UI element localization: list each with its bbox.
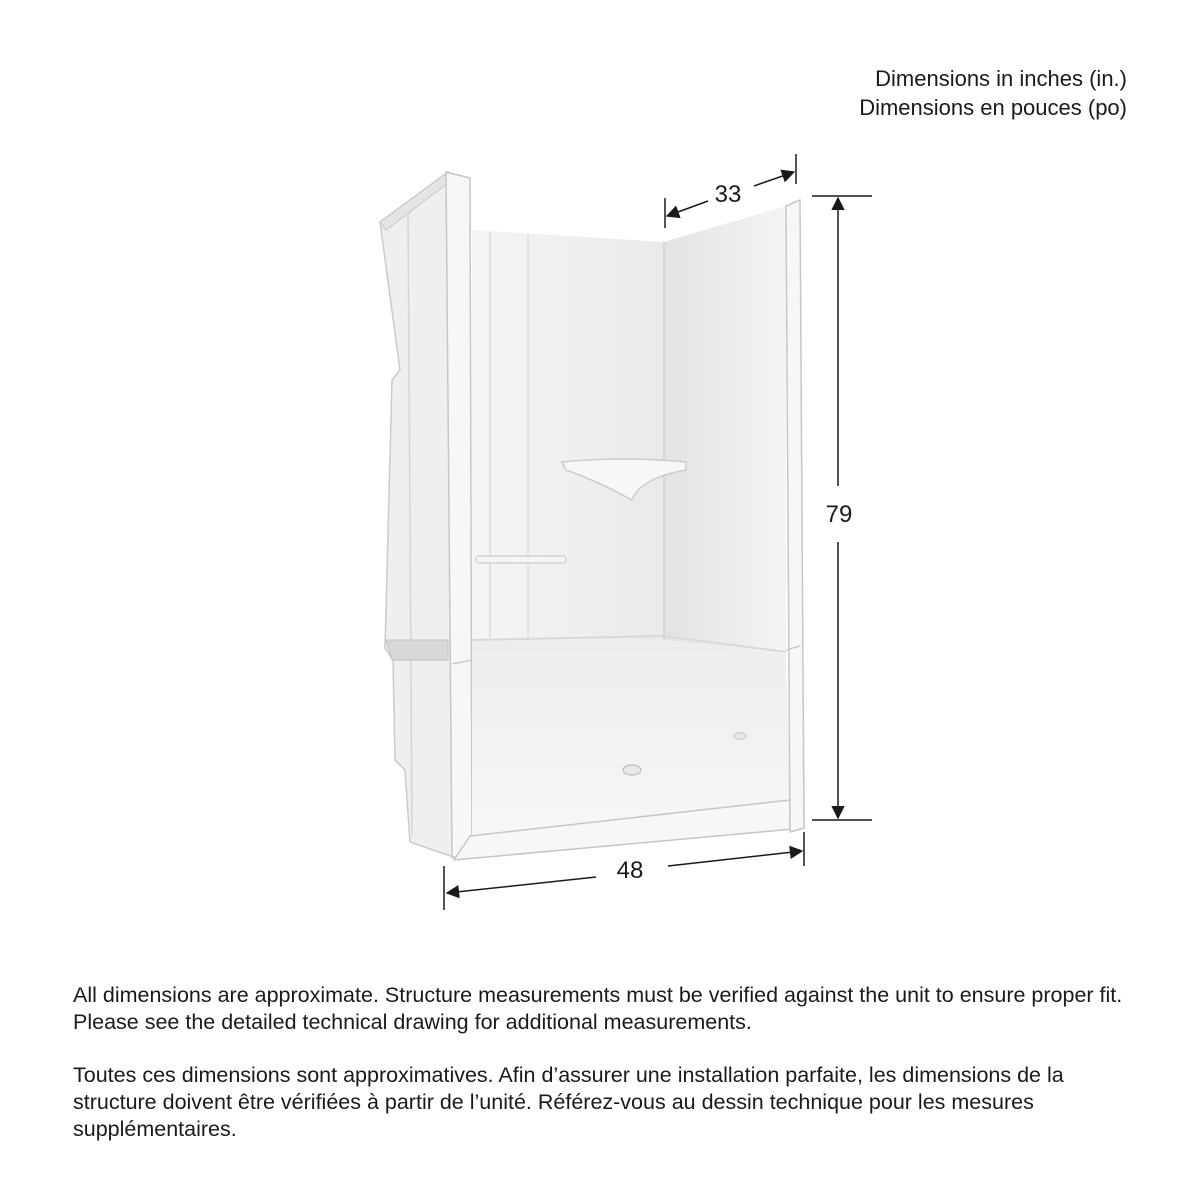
grab-bar (476, 556, 566, 563)
height-dimension (812, 196, 872, 820)
disclaimer-notes (73, 982, 1133, 1169)
height-value: 79 (825, 501, 853, 528)
base-corner-detail (734, 733, 746, 740)
back-wall (472, 230, 664, 640)
depth-value: 33 (714, 181, 742, 208)
left-side-ledge (386, 640, 448, 660)
shower-unit (380, 172, 804, 860)
drain-icon (623, 765, 641, 775)
right-wall (664, 206, 786, 654)
left-exterior-panel (380, 172, 456, 858)
disclaimer-french: Toutes ces dimensions sont approximatives. Afin d’assurer une installation parfaite, les dimensions de la structure doivent être vérifiées à partir de l’unité. Référez-vous au dessin technique pour les mesures supplémentaires. (73, 1063, 1064, 1141)
units-note-french: Dimensions en pouces (po) (859, 95, 1127, 120)
units-note-english: Dimensions in inches (in.) (875, 66, 1127, 91)
disclaimer-english: All dimensions are approximate. Structure measurements must be verified against the unit to ensure proper fit. Please see the detailed technical drawing for additional measurements. (73, 983, 1123, 1034)
width-value: 48 (616, 857, 644, 884)
front-right-frame (786, 200, 804, 832)
